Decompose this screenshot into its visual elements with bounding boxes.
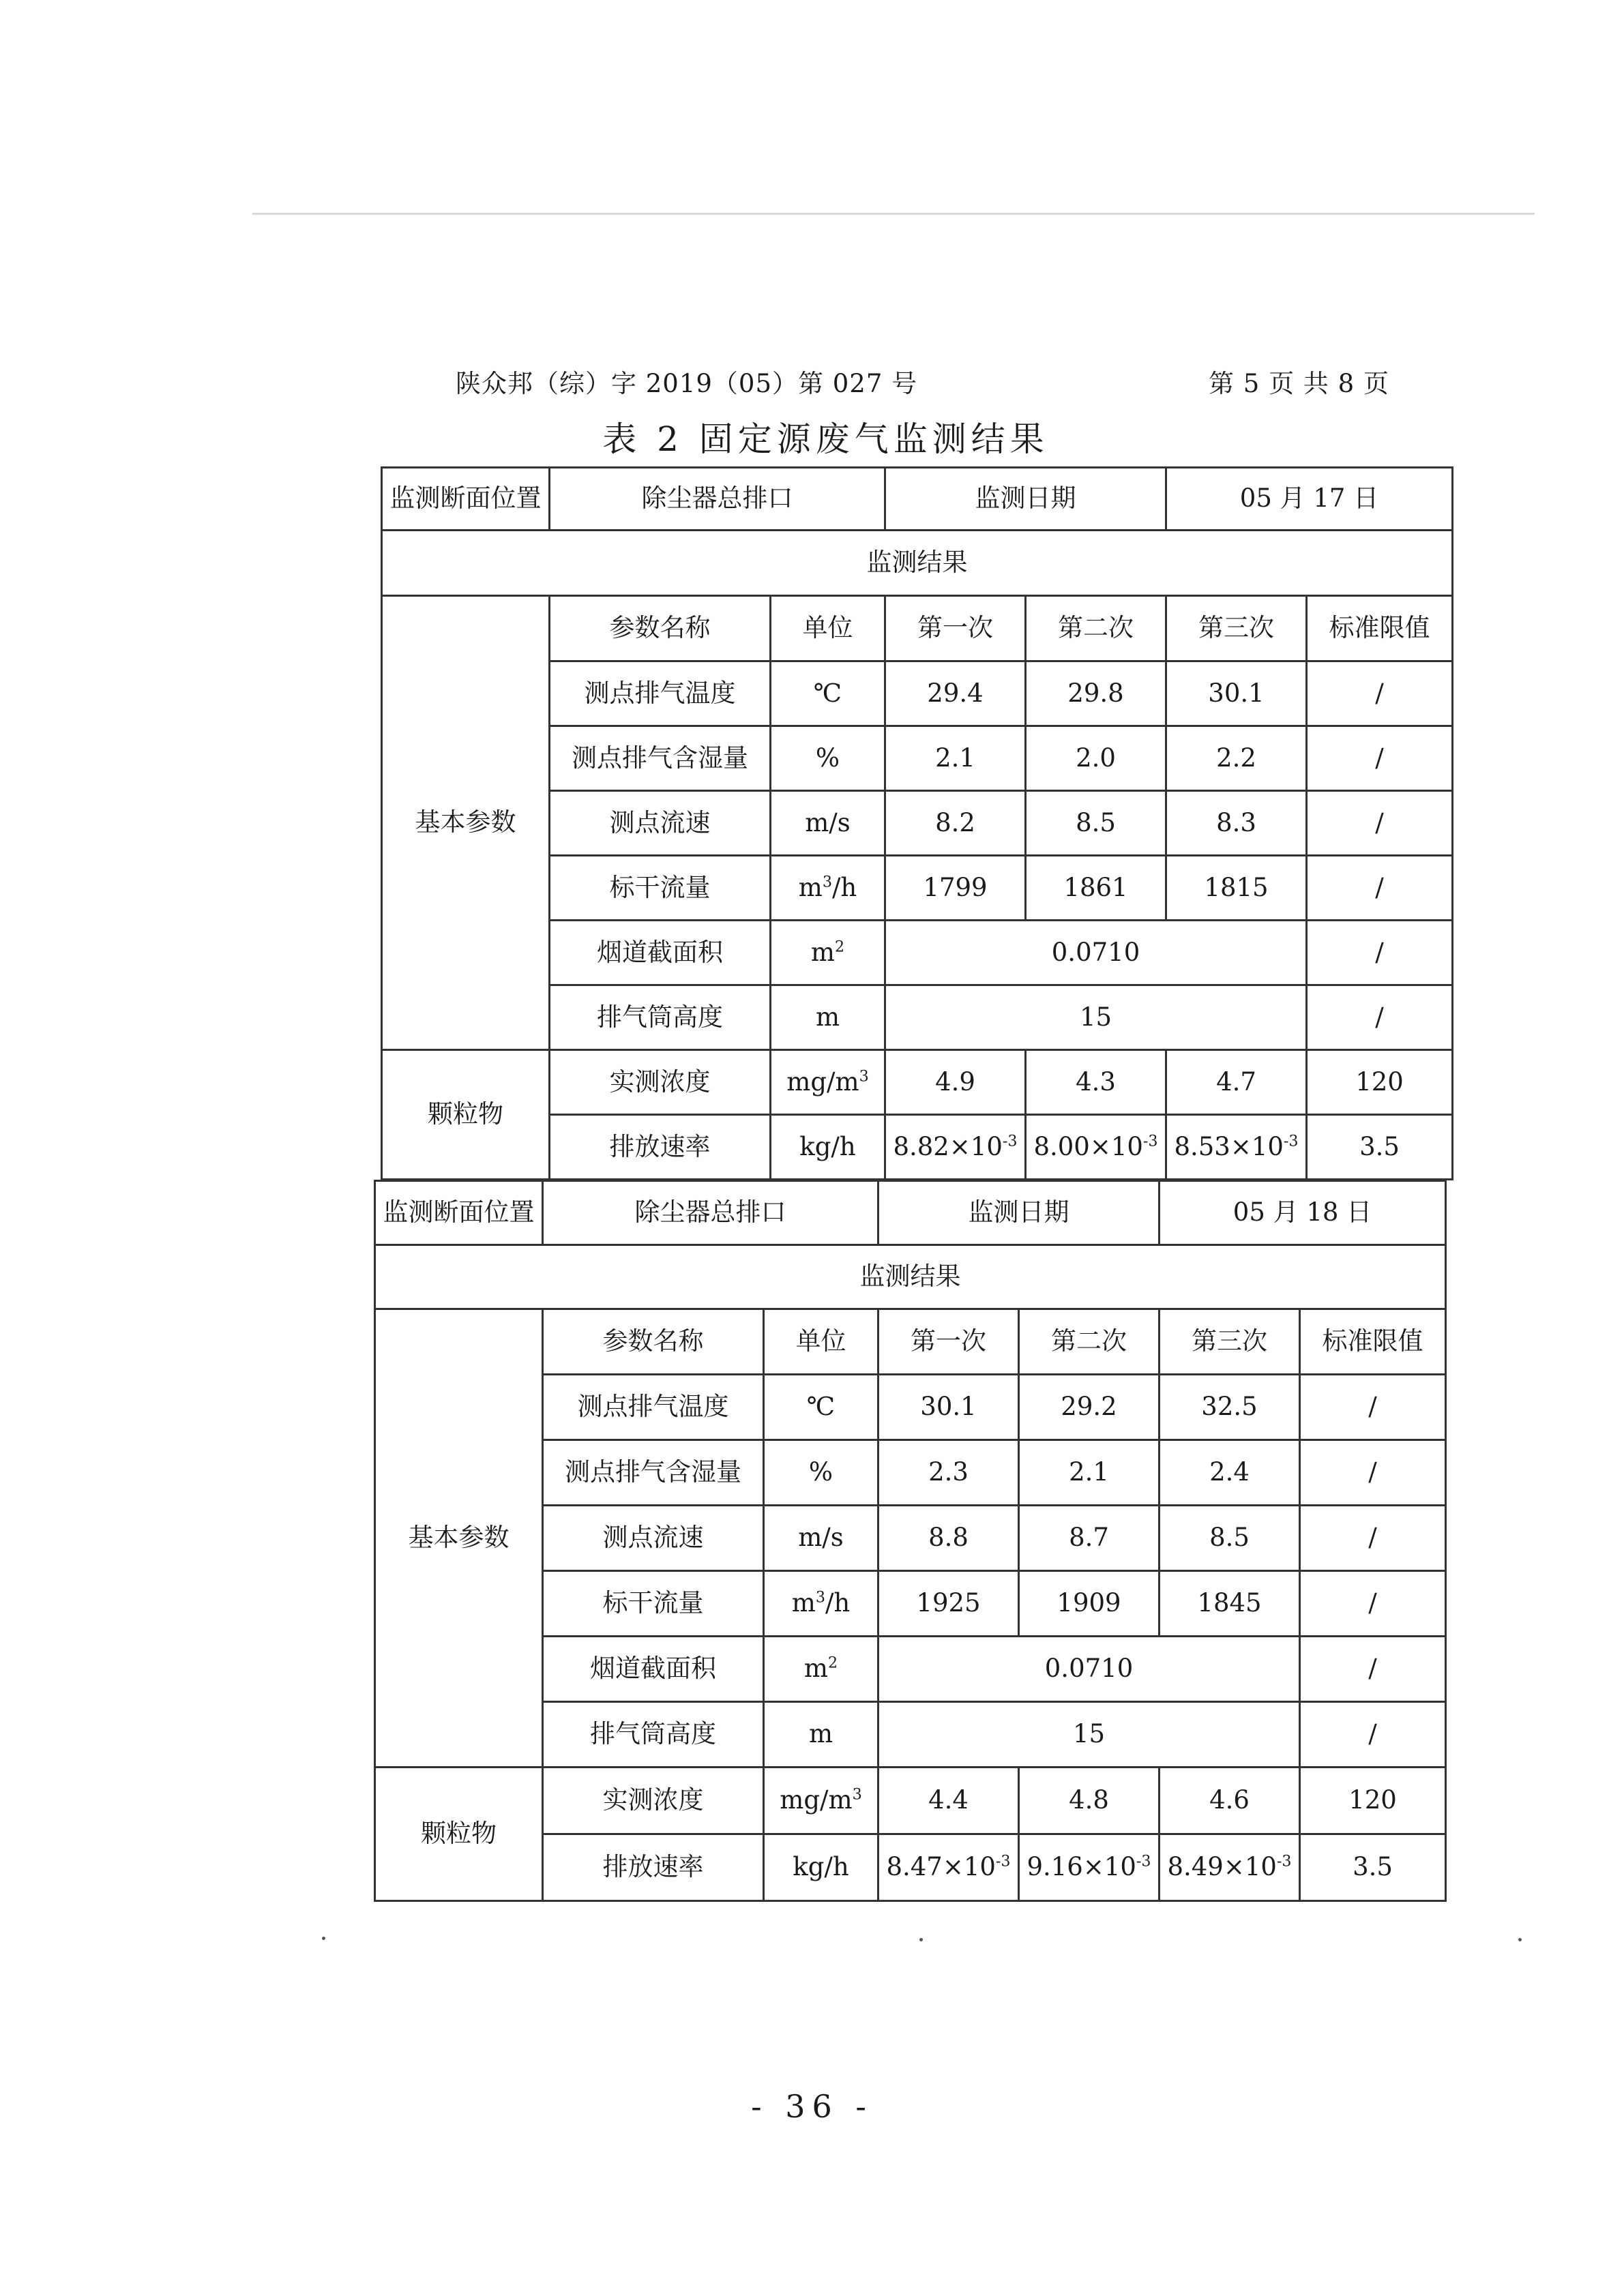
- cell-value: $9.16\times 10^{-3}$: [1019, 1834, 1160, 1901]
- cell-limit: /: [1307, 921, 1453, 985]
- row-label-velocity: 测点流速: [543, 1506, 764, 1571]
- cell-value-merged: 15: [879, 1702, 1300, 1768]
- unit-conc: $mg/m^3$: [771, 1050, 885, 1115]
- row-label-conc: 实测浓度: [550, 1050, 771, 1115]
- cell-value: 2.1: [1019, 1440, 1160, 1506]
- date-label: 监测日期: [879, 1181, 1160, 1245]
- row-label-area: 烟道截面积: [550, 921, 771, 985]
- unit-area: $m^2$: [771, 921, 885, 985]
- cell-value: 1845: [1160, 1571, 1300, 1637]
- date-value: 05 月 17 日: [1166, 468, 1453, 531]
- unit-temp: ℃: [771, 661, 885, 726]
- cell-value: $8.47\times 10^{-3}$: [879, 1834, 1019, 1901]
- col-third: 第三次: [1160, 1309, 1300, 1375]
- row-label-height: 排气筒高度: [550, 985, 771, 1050]
- group-particulate: 颗粒物: [382, 1050, 550, 1180]
- col-param-name: 参数名称: [543, 1309, 764, 1375]
- unit-rate: kg/h: [764, 1834, 879, 1901]
- cell-limit: /: [1307, 791, 1453, 856]
- cell-value: 2.0: [1026, 726, 1166, 791]
- date-label: 监测日期: [885, 468, 1166, 531]
- col-first: 第一次: [885, 596, 1026, 661]
- col-param-name: 参数名称: [550, 596, 771, 661]
- cell-value: 4.4: [879, 1768, 1019, 1834]
- cell-value: 8.2: [885, 791, 1026, 856]
- cell-value: 4.9: [885, 1050, 1026, 1115]
- monitoring-table-day-2: [374, 1180, 1447, 1902]
- scan-speck: [322, 1937, 325, 1940]
- cell-value: 2.2: [1166, 726, 1307, 791]
- row-label-conc: 实测浓度: [543, 1768, 764, 1834]
- cell-value: 8.8: [879, 1506, 1019, 1571]
- unit-velocity: m/s: [771, 791, 885, 856]
- cell-value: 29.4: [885, 661, 1026, 726]
- cell-value: 1799: [885, 856, 1026, 921]
- document-number: 陕众邦（综）字 2019（05）第 027 号: [456, 369, 918, 398]
- cell-limit: /: [1300, 1440, 1446, 1506]
- cell-value: 8.5: [1160, 1506, 1300, 1571]
- section-position-value: 除尘器总排口: [550, 468, 885, 531]
- cell-limit: 120: [1307, 1050, 1453, 1115]
- row-label-rate: 排放速率: [550, 1115, 771, 1180]
- cell-value: $8.49\times 10^{-3}$: [1160, 1834, 1300, 1901]
- cell-value: 4.8: [1019, 1768, 1160, 1834]
- unit-temp: ℃: [764, 1375, 879, 1440]
- page-info: 第 5 页 共 8 页: [1209, 369, 1389, 398]
- cell-value: 29.8: [1026, 661, 1166, 726]
- col-third: 第三次: [1166, 596, 1307, 661]
- cell-limit: /: [1307, 726, 1453, 791]
- group-basic-params: 基本参数: [382, 596, 550, 1050]
- cell-value: 30.1: [1166, 661, 1307, 726]
- cell-limit: 3.5: [1300, 1834, 1446, 1901]
- cell-limit: /: [1300, 1375, 1446, 1440]
- row-label-temp: 测点排气温度: [550, 661, 771, 726]
- cell-limit: /: [1300, 1571, 1446, 1637]
- unit-conc: $mg/m^3$: [764, 1768, 879, 1834]
- cell-value: 1861: [1026, 856, 1166, 921]
- cell-value: $8.82\times 10^{-3}$: [885, 1115, 1026, 1180]
- group-basic-params: 基本参数: [375, 1309, 543, 1768]
- cell-value: $8.53\times 10^{-3}$: [1166, 1115, 1307, 1180]
- cell-value: 2.1: [885, 726, 1026, 791]
- cell-value: 1925: [879, 1571, 1019, 1637]
- cell-value: $8.00\times 10^{-3}$: [1026, 1115, 1166, 1180]
- section-position-label: 监测断面位置: [375, 1181, 543, 1245]
- cell-limit: /: [1300, 1506, 1446, 1571]
- col-limit: 标准限值: [1307, 596, 1453, 661]
- unit-area: $m^2$: [764, 1637, 879, 1702]
- cell-value: 8.7: [1019, 1506, 1160, 1571]
- cell-value: 4.3: [1026, 1050, 1166, 1115]
- cell-limit: /: [1300, 1637, 1446, 1702]
- row-label-rate: 排放速率: [543, 1834, 764, 1901]
- cell-value: 2.4: [1160, 1440, 1300, 1506]
- cell-value: 30.1: [879, 1375, 1019, 1440]
- unit-flow: $m^3/h$: [771, 856, 885, 921]
- row-label-area: 烟道截面积: [543, 1637, 764, 1702]
- cell-value: 8.3: [1166, 791, 1307, 856]
- unit-humidity: %: [771, 726, 885, 791]
- cell-value: 1815: [1166, 856, 1307, 921]
- col-first: 第一次: [879, 1309, 1019, 1375]
- unit-rate: kg/h: [771, 1115, 885, 1180]
- unit-height: m: [764, 1702, 879, 1768]
- col-unit: 单位: [771, 596, 885, 661]
- page-number: - 36 -: [751, 2088, 873, 2125]
- section-position-value: 除尘器总排口: [543, 1181, 879, 1245]
- row-label-temp: 测点排气温度: [543, 1375, 764, 1440]
- cell-value: 4.6: [1160, 1768, 1300, 1834]
- row-label-humidity: 测点排气含湿量: [543, 1440, 764, 1506]
- results-heading: 监测结果: [375, 1245, 1446, 1309]
- row-label-height: 排气筒高度: [543, 1702, 764, 1768]
- cell-limit: /: [1307, 985, 1453, 1050]
- cell-value: 8.5: [1026, 791, 1166, 856]
- cell-value: 29.2: [1019, 1375, 1160, 1440]
- cell-limit: /: [1307, 661, 1453, 726]
- scan-speck: [919, 1938, 923, 1941]
- cell-limit: /: [1300, 1702, 1446, 1768]
- cell-limit: 3.5: [1307, 1115, 1453, 1180]
- col-unit: 单位: [764, 1309, 879, 1375]
- row-label-flow: 标干流量: [543, 1571, 764, 1637]
- table-row: [375, 1768, 1446, 1834]
- row-label-flow: 标干流量: [550, 856, 771, 921]
- table-row: [382, 1050, 1453, 1115]
- row-label-humidity: 测点排气含湿量: [550, 726, 771, 791]
- group-particulate: 颗粒物: [375, 1768, 543, 1901]
- cell-value: 1909: [1019, 1571, 1160, 1637]
- col-second: 第二次: [1019, 1309, 1160, 1375]
- scan-speck: [1518, 1938, 1522, 1941]
- unit-height: m: [771, 985, 885, 1050]
- col-second: 第二次: [1026, 596, 1166, 661]
- scan-edge-line: [252, 213, 1535, 215]
- monitoring-table-day-1: [381, 466, 1453, 1180]
- row-label-velocity: 测点流速: [550, 791, 771, 856]
- section-position-label: 监测断面位置: [382, 468, 550, 531]
- cell-value: 4.7: [1166, 1050, 1307, 1115]
- unit-flow: $m^3/h$: [764, 1571, 879, 1637]
- cell-value-merged: 15: [885, 985, 1307, 1050]
- cell-value-merged: 0.0710: [885, 921, 1307, 985]
- results-heading: 监测结果: [382, 531, 1453, 596]
- cell-limit: /: [1307, 856, 1453, 921]
- unit-humidity: %: [764, 1440, 879, 1506]
- unit-velocity: m/s: [764, 1506, 879, 1571]
- table-title: 表 2 固定源废气监测结果: [602, 419, 1049, 459]
- date-value: 05 月 18 日: [1160, 1181, 1446, 1245]
- cell-value: 2.3: [879, 1440, 1019, 1506]
- cell-value: 32.5: [1160, 1375, 1300, 1440]
- cell-value-merged: 0.0710: [879, 1637, 1300, 1702]
- col-limit: 标准限值: [1300, 1309, 1446, 1375]
- cell-limit: 120: [1300, 1768, 1446, 1834]
